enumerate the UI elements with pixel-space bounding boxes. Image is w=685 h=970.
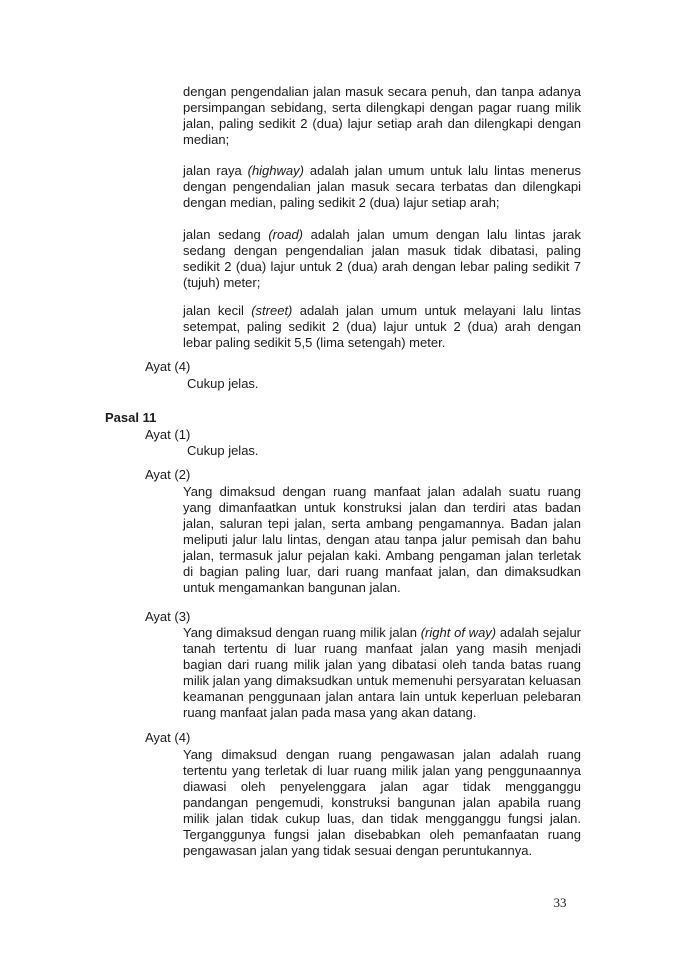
page-number: 33 — [553, 895, 567, 910]
ayat-3-paragraph: Yang dimaksud dengan ruang milik jalan (right of way) adalah sejalur tanah tertentu di luar ruang manfaat jalan yang masih menjadi bagian dari ruang milik jalan yang dibatasi oleh tanda batas ruang milik jalan yang dimaksudkan untuk memenuhi persyaratan keluasan keamanan penggunaan jalan antara lain untuk keperluan pelebaran ruang manfaat jalan pada masa yang akan datang. — [183, 625, 581, 720]
ayat-4-prev-label: Ayat (4) — [145, 359, 191, 374]
ayat-1-body: Cukup jelas. — [187, 443, 259, 458]
body-paragraph-jalan-raya: jalan raya (highway) adalah jalan umum untuk lalu lintas menerus dengan pengendalian jalan masuk secara terbatas dan dilengkapi dengan median, paling sedikit 2 (dua) lajur setiap arah; — [183, 163, 582, 210]
ayat-1-label: Ayat (1) — [145, 427, 191, 442]
body-paragraph-jalan-kecil: jalan kecil (street) adalah jalan umum untuk melayani lalu lintas setempat, paling sedikit 2 (dua) lajur untuk 2 (dua) arah dengan lebar paling sedikit 5,5 (lima setengah) meter. — [183, 303, 581, 350]
ayat-4-paragraph: Yang dimaksud dengan ruang pengawasan jalan adalah ruang tertentu yang terletak di luar ruang milik jalan yang penggunaannya diawasi oleh penyelenggara jalan agar tidak mengganggu pandangan pengemudi, konstruksi bangunan jalan apabila ruang milik jalan tidak cukup luas, dan tidak mengganggu fungsi jalan. Terganggunya fungsi jalan disebabkan oleh pemanfaatan ruang pengawasan jalan yang tidak sesuai dengan peruntukannya. — [183, 747, 581, 858]
body-paragraph-jalan-sedang: jalan sedang (road) adalah jalan umum dengan lalu lintas jarak sedang dengan pengendalian jalan masuk tidak dibatasi, paling sedikit 2 (dua) lajur untuk 2 (dua) arah dengan lebar paling sedikit 7 (tujuh) meter; — [183, 227, 582, 290]
ayat-2-label: Ayat (2) — [145, 467, 191, 482]
pasal-11-heading: Pasal 11 — [105, 410, 157, 425]
ayat-4-prev-body: Cukup jelas. — [187, 376, 259, 391]
body-paragraph-freeway-continuation: dengan pengendalian jalan masuk secara penuh, dan tanpa adanya persimpangan sebidang, serta dilengkapi dengan pagar ruang milik jalan, paling sedikit 2 (dua) lajur setiap arah dan dilengkapi dengan median; — [183, 84, 581, 147]
ayat-2-paragraph: Yang dimaksud dengan ruang manfaat jalan adalah suatu ruang yang dimanfaatkan untuk konstruksi jalan dan terdiri atas badan jalan, saluran tepi jalan, serta ambang pengamannya. Badan jalan meliputi jalur lalu lintas, dengan atau tanpa jalur pemisah dan bahu jalan, termasuk jalur pejalan kaki. Ambang pengaman jalan terletak di bagian paling luar, dari ruang manfaat jalan, dan dimaksudkan untuk mengamankan bangunan jalan. — [183, 484, 581, 595]
ayat-3-label: Ayat (3) — [145, 609, 191, 624]
ayat-4-label: Ayat (4) — [145, 730, 191, 745]
